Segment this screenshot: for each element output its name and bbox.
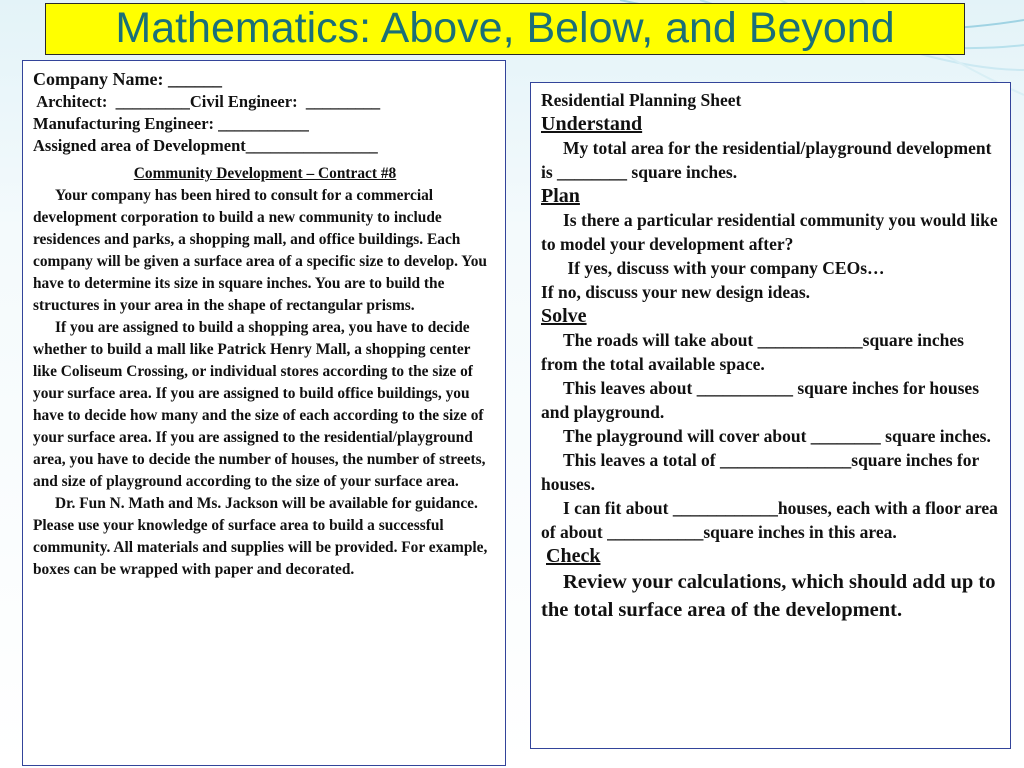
contract-paragraph-1: Your company has been hired to consult for a commercial development corporation to build a new community to include residences and parks, a shopping mall, and office buildings. Each company will be given a surface area of a specific size to develop. You have to determine its size in square inches. You are to build the structures in your area in the shape of rectangular prisms. — [33, 187, 487, 314]
understand-text: My total area for the residential/playground development is ________ square inches. — [541, 138, 992, 182]
solve-heading: Solve — [541, 305, 587, 327]
solve-text-1: The roads will take about ____________square inches from the total available space. — [541, 330, 964, 374]
assigned-area-line: Assigned area of Development________________ — [33, 136, 378, 155]
plan-text-1: Is there a particular residential community you would like to model your development after? — [541, 210, 998, 254]
plan-text-3: If no, discuss your new design ideas. — [541, 282, 811, 302]
check-heading: Check — [546, 545, 601, 567]
sheet-title: Residential Planning Sheet — [541, 90, 742, 110]
contract-title: Community Development – Contract #8 — [133, 165, 397, 182]
manufacturing-engineer-line: Manufacturing Engineer: ___________ — [33, 114, 309, 133]
understand-heading: Understand — [541, 113, 643, 135]
solve-text-3: The playground will cover about ________ square inches. — [563, 426, 991, 446]
residential-planning-panel — [530, 82, 1011, 749]
contract-panel — [22, 60, 506, 766]
plan-heading: Plan — [541, 185, 580, 207]
check-text: Review your calculations, which should add up to the total surface area of the development. — [541, 571, 996, 621]
solve-text-4: This leaves a total of _______________square inches for houses. — [541, 450, 979, 494]
plan-text-2: If yes, discuss with your company CEOs… — [563, 258, 885, 278]
page-title: Mathematics: Above, Below, and Beyond — [45, 3, 965, 55]
architect-engineer-line: Architect: _________Civil Engineer: _________ — [33, 92, 381, 111]
company-name-field: Company Name: ______ — [33, 69, 222, 89]
solve-text-5: I can fit about ____________houses, each with a floor area of about ___________square inches in this area. — [541, 498, 998, 542]
contract-paragraph-2: If you are assigned to build a shopping area, you have to decide whether to build a mall like Patrick Henry Mall, a shopping center like Coliseum Crossing, or individual stores according to the size of your surface area. If you are assigned to build office buildings, you have to decide how many and the size of each according to the size of your surface area. If you are assigned to the residential/playground area, you have to decide the number of houses, the number of streets, and size of playground according to the size of your surface area. — [33, 319, 486, 490]
contract-paragraph-3: Dr. Fun N. Math and Ms. Jackson will be available for guidance. Please use your knowledge of surface area to build a successful community. All materials and supplies will be provided. For example, boxes can be wrapped with paper and decorated. — [33, 495, 488, 578]
solve-text-2: This leaves about ___________ square inches for houses and playground. — [541, 378, 980, 422]
